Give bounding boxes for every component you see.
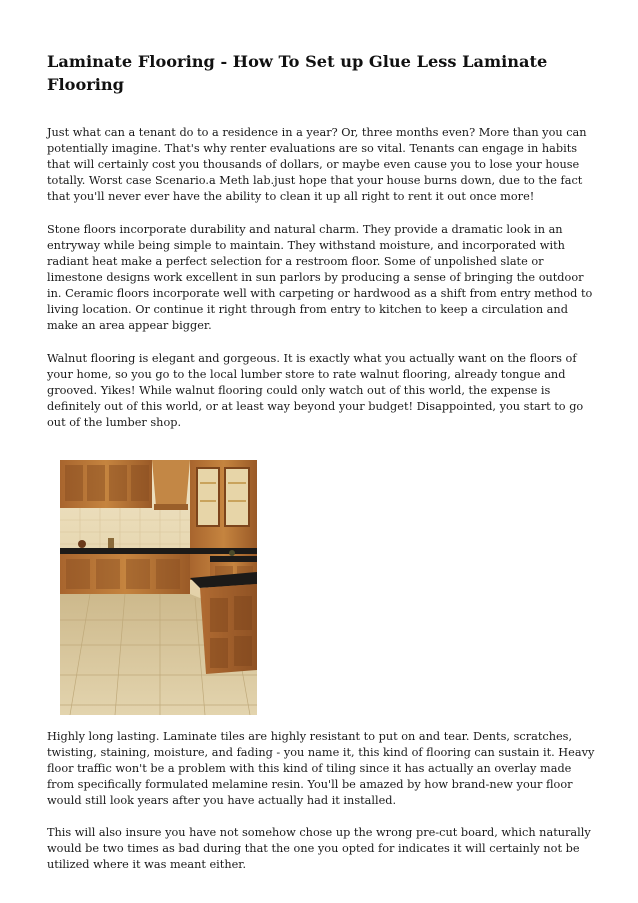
- paragraph-pre-cut-board: This will also insure you have not somehow chose up the wrong pre-cut board, which naturally would be two times as bad during that the one you opted for indicates it will certainly not be utilized where it was meant either.: [47, 826, 591, 871]
- article-title: Laminate Flooring - How To Set up Glue Less Laminate Flooring: [47, 52, 548, 94]
- paragraph-walnut-flooring: Walnut flooring is elegant and gorgeous. It is exactly what you actually want on the floors of your home, so you go to the local lumber store to rate walnut flooring, already tongue and grooved. Yikes! While walnut flooring could only watch out of this world, the expense is definitely out of this world, or at least way beyond your budget! Disappointed, you start to go out of the lumber shop.: [47, 352, 584, 429]
- paragraph-intro: Just what can a tenant do to a residence in a year? Or, three months even? More than you can potentially imagine. That's why renter evaluations are so vital. Tenants can engage in habits that will certainly cost you thousands of dollars, or maybe even cause you to lose your house totally. Worst case Scenario.a Meth lab.just hope that your house burns down, due to the fact that you'll never ever have the ability to clean it up all right to rent it out once more!: [47, 126, 587, 203]
- paragraph-laminate-durability: Highly long lasting. Laminate tiles are highly resistant to put on and tear. Dents, scratches, twisting, staining, moisture, and fading - you name it, this kind of flooring can sustain it. Heavy floor traffic won't be a problem with this kind of tiling since it has actually an overlay made from specifically formulated melamine resin. You'll be amazed by how brand-new your floor would still look years after you have actually had it installed.: [47, 730, 595, 807]
- kitchen-photo: [60, 460, 257, 715]
- paragraph-stone-floors: Stone floors incorporate durability and natural charm. They provide a dramatic look in an entryway while being simple to maintain. They withstand moisture, and incorporated with radiant heat make a perfect selection for a restroom floor. Some of unpolished slate or limestone designs work excellent in sun parlors by producing a sense of bringing the outdoor in. Ceramic floors incorporate well with carpeting or hardwood as a shift from entry method to living location. Or continue it right through from entry to kitchen to keep a circulation and make an area appear bigger.: [47, 223, 593, 332]
- document-page: [47, 50, 595, 873]
